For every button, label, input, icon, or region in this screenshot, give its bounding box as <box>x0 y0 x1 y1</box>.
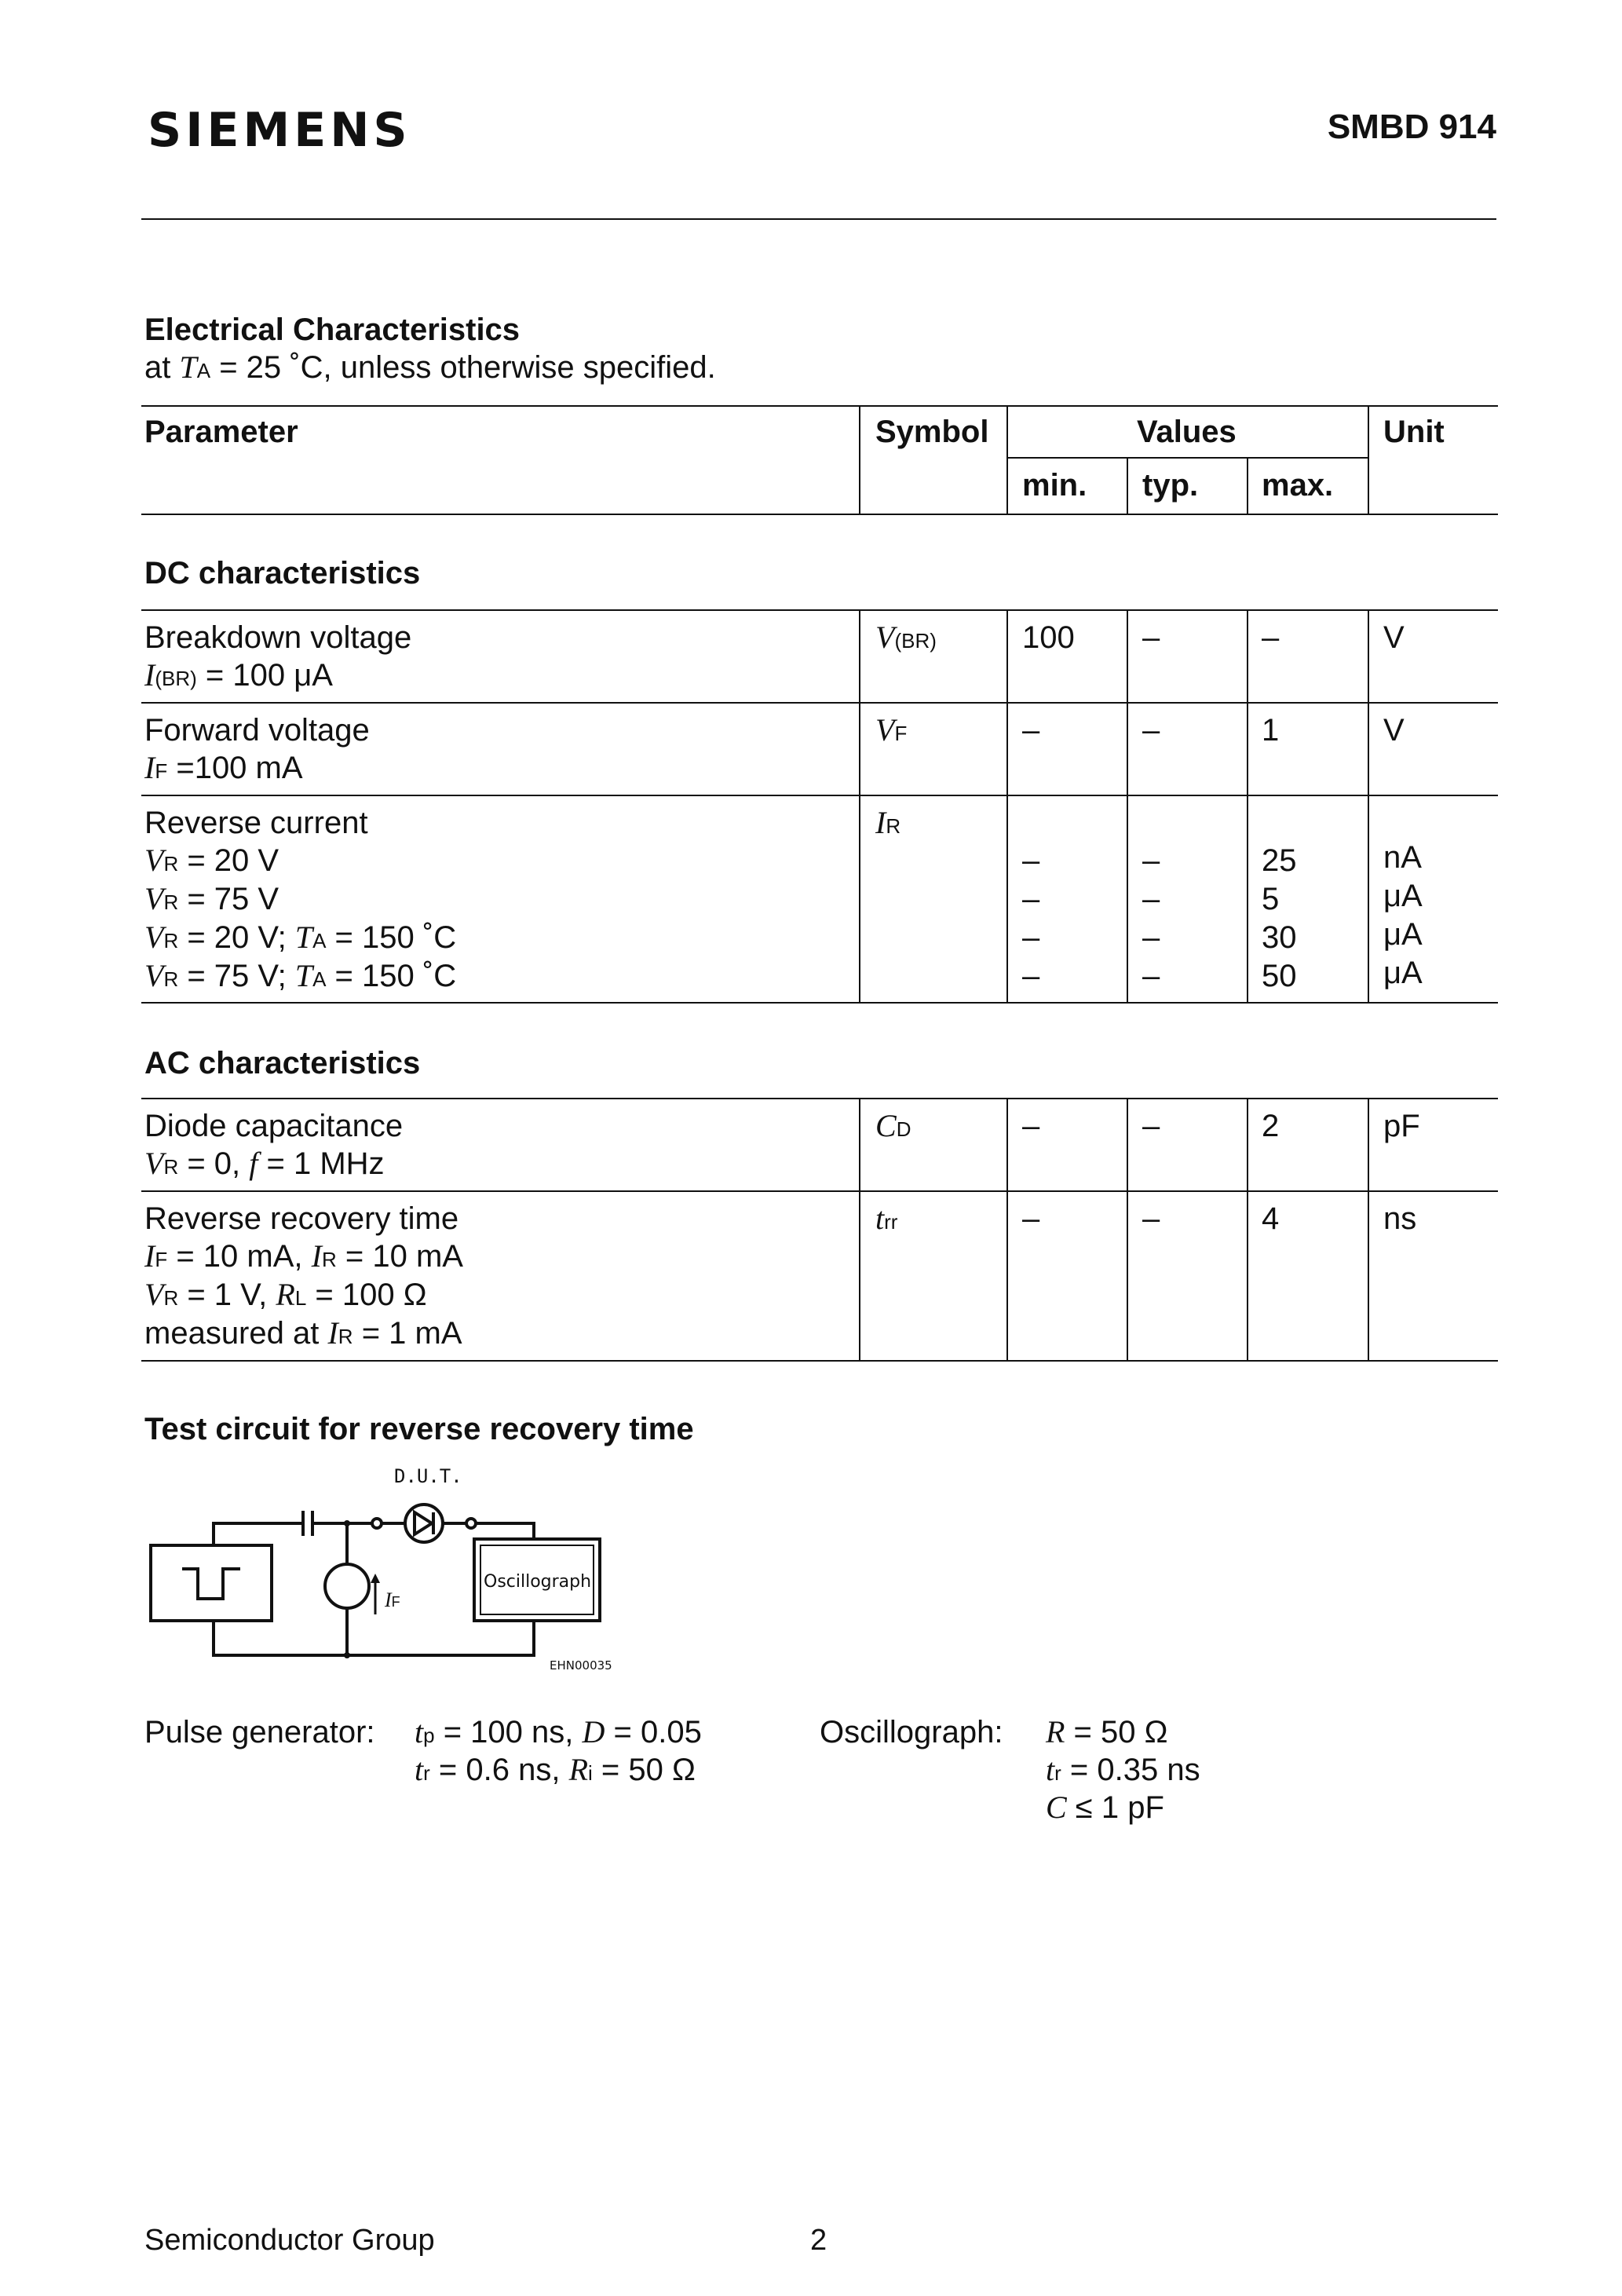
unit-value: μA <box>1383 956 1423 990</box>
symbol-main: V <box>875 620 895 655</box>
ac-vline-min <box>1006 1098 1008 1362</box>
spec-rest2: = 50 Ω <box>592 1753 696 1787</box>
typ-value: – <box>1142 843 1160 878</box>
values-subheader-rule <box>1006 457 1369 459</box>
dc-vline-symbol <box>859 609 860 1004</box>
unit-value: V <box>1383 713 1405 748</box>
col-header-max: max. <box>1262 468 1334 503</box>
hdr-vline-symbol <box>859 405 860 515</box>
min-value: 100 <box>1022 620 1075 655</box>
current-sub: F <box>391 1594 400 1610</box>
col-header-symbol: Symbol <box>875 415 989 449</box>
spec-sub: r <box>1054 1761 1061 1785</box>
cond-rest: = 1 mA <box>353 1316 462 1351</box>
symbol-main: t <box>875 1201 885 1236</box>
section-title-electrical: Electrical Characteristics <box>144 313 521 347</box>
cond-sub: R <box>163 890 179 914</box>
typ-value: – <box>1142 1109 1160 1143</box>
symbol-main: V <box>875 712 895 748</box>
page-number: 2 <box>810 2224 827 2257</box>
cond-rest: = 100 μA <box>196 658 333 693</box>
param-condition <box>144 1315 462 1351</box>
oscillograph-label: Oscillograph <box>484 1572 592 1592</box>
spec-rest: = 0.6 ns, <box>429 1753 569 1787</box>
unit-value: μA <box>1383 917 1423 952</box>
pulse-symbol <box>182 1569 240 1599</box>
param-name: Reverse recovery time <box>144 1201 459 1236</box>
cond-sym: V <box>144 919 164 955</box>
footer-group: Semiconductor Group <box>144 2224 435 2257</box>
spec-rest: ≤ 1 pF <box>1066 1790 1164 1825</box>
intro-symbol: T <box>179 349 197 385</box>
max-value: 1 <box>1262 713 1280 748</box>
param-condition <box>144 845 279 876</box>
spec-sub: r <box>423 1761 430 1785</box>
max-value: 50 <box>1262 959 1297 993</box>
spec-rest: = 0.35 ns <box>1061 1753 1200 1787</box>
col-header-typ: typ. <box>1142 468 1199 503</box>
figure-code: EHN00035 <box>550 1658 612 1673</box>
junction-dot-top <box>344 1520 350 1526</box>
spec-sym: t <box>415 1752 424 1787</box>
cond-rest2: = 150 ˚C <box>326 959 457 993</box>
cond-sym: I <box>144 1238 155 1274</box>
cond-rest2: = 1 MHz <box>258 1146 385 1181</box>
max-value: 2 <box>1262 1109 1280 1143</box>
col-header-unit: Unit <box>1383 415 1445 449</box>
cond-sub2: A <box>312 967 327 991</box>
symbol-cell <box>875 1203 897 1234</box>
typ-value: – <box>1142 882 1160 916</box>
param-condition <box>144 883 279 915</box>
dc-section-title: DC characteristics <box>144 556 421 590</box>
dut-terminal-right <box>466 1519 476 1528</box>
header-rule <box>141 218 1496 220</box>
ac-vline-unit <box>1368 1098 1369 1362</box>
wire-gen-cap <box>214 1523 303 1545</box>
pulse-generator-label: Pulse generator: <box>144 1715 375 1749</box>
siemens-logo: SIEMENS <box>148 103 411 158</box>
unit-value: nA <box>1383 840 1422 875</box>
cond-sym2: I <box>311 1238 322 1274</box>
cond-sub2: R <box>321 1248 337 1271</box>
row-rule <box>141 1190 1498 1192</box>
min-value: – <box>1022 1201 1040 1236</box>
param-condition <box>144 1148 385 1179</box>
dc-vline-unit <box>1368 609 1369 1004</box>
cond-rest: =100 mA <box>167 751 303 785</box>
cond-sym: V <box>144 1146 164 1181</box>
cond-sym: V <box>144 881 164 916</box>
max-value: 30 <box>1262 920 1297 955</box>
spec-sym2: R <box>568 1752 589 1787</box>
spec-rest2: = 0.05 <box>605 1715 702 1749</box>
cond-sym2: T <box>294 958 313 993</box>
param-condition <box>144 1238 463 1274</box>
cond-rest2: = 10 mA <box>336 1239 463 1274</box>
min-value: – <box>1022 1109 1040 1143</box>
cond-sym: V <box>144 958 164 993</box>
param-name: Breakdown voltage <box>144 620 412 655</box>
param-name: Reverse current <box>144 806 368 840</box>
cond-sub: R <box>163 852 179 876</box>
ac-vline-symbol <box>859 1098 860 1362</box>
col-header-values: Values <box>1137 415 1237 449</box>
typ-value: – <box>1142 1201 1160 1236</box>
dc-vline-typ <box>1127 609 1128 1004</box>
part-number: SMBD 914 <box>1327 108 1496 146</box>
max-value: – <box>1262 620 1280 655</box>
spec-sub2: i <box>588 1761 593 1785</box>
cond-rest: = 1 V, <box>178 1278 276 1312</box>
dc-vline-max <box>1247 609 1248 1004</box>
spec-sym: t <box>415 1714 424 1749</box>
symbol-main: I <box>875 805 886 840</box>
osc-spec-line <box>1046 1792 1164 1823</box>
typ-value: – <box>1142 920 1160 955</box>
param-name: Forward voltage <box>144 713 370 748</box>
intro-prefix: at <box>144 350 171 385</box>
diode-triangle <box>415 1512 432 1534</box>
cond-rest: = 20 V; <box>178 920 295 955</box>
typ-value: – <box>1142 713 1160 748</box>
spec-sym: C <box>1046 1790 1067 1825</box>
param-condition <box>144 752 303 784</box>
intro-symbol-sub: A <box>196 359 211 382</box>
cond-sym: V <box>144 843 164 878</box>
junction-dot-bottom <box>344 1652 350 1658</box>
min-value: – <box>1022 713 1040 748</box>
row-rule <box>141 702 1498 704</box>
dut-terminal-left <box>372 1519 382 1528</box>
wire-ground <box>214 1621 534 1655</box>
min-value: – <box>1022 920 1040 955</box>
max-value: 25 <box>1262 843 1297 878</box>
symbol-cell <box>875 712 908 748</box>
oscillograph-spec-label: Oscillograph: <box>820 1715 1003 1749</box>
symbol-sub: R <box>886 814 901 838</box>
cond-sym: I <box>144 750 155 785</box>
cond-rest: = 0, <box>178 1146 250 1181</box>
cond-rest: = 75 V <box>178 882 279 916</box>
table-header-bottom-rule <box>141 514 1498 515</box>
param-condition <box>144 919 457 955</box>
spec-sym: R <box>1046 1714 1065 1749</box>
dut-circle <box>405 1504 443 1542</box>
pulse-spec-line <box>415 1754 696 1786</box>
pulse-spec-line <box>415 1714 702 1749</box>
typ-value: – <box>1142 959 1160 993</box>
symbol-cell <box>875 1110 911 1142</box>
ac-vline-typ <box>1127 1098 1128 1362</box>
current-arrow-head <box>371 1574 380 1583</box>
current-sym: I <box>385 1589 392 1611</box>
current-source <box>325 1564 369 1608</box>
unit-value: V <box>1383 620 1405 655</box>
typ-value: – <box>1142 620 1160 655</box>
cond-sub: R <box>163 1155 179 1179</box>
osc-spec-line <box>1046 1754 1200 1786</box>
ac-vline-max <box>1247 1098 1248 1362</box>
cond-pre: measured at <box>144 1316 328 1351</box>
symbol-cell <box>875 807 901 839</box>
test-circuit-title: Test circuit for reverse recovery time <box>144 1412 694 1446</box>
osc-spec-line <box>1046 1714 1168 1749</box>
ac-bottom-rule <box>141 1360 1498 1362</box>
hdr-vline-typ <box>1127 459 1128 515</box>
param-condition <box>144 657 333 693</box>
dut-label: D.U.T. <box>394 1465 462 1487</box>
max-value: 5 <box>1262 882 1280 916</box>
min-value: – <box>1022 843 1040 878</box>
cond-rest: = 75 V; <box>178 959 295 993</box>
spec-rest: = 50 Ω <box>1065 1715 1168 1749</box>
cond-sym: I <box>144 657 155 693</box>
param-condition <box>144 1279 427 1311</box>
symbol-sub: D <box>896 1117 911 1141</box>
param-condition <box>144 960 456 992</box>
intro-condition <box>144 349 716 385</box>
symbol-sub: F <box>894 722 908 745</box>
symbol-cell <box>875 622 937 653</box>
dc-vline-min <box>1006 609 1008 1004</box>
pulse-generator-box <box>151 1545 272 1621</box>
symbol-main: C <box>875 1108 897 1143</box>
spec-sym2: D <box>582 1714 605 1749</box>
cond-sub2: A <box>312 929 327 952</box>
cond-rest: = 20 V <box>178 843 279 878</box>
unit-value: pF <box>1383 1109 1420 1143</box>
cond-rest2: = 150 ˚C <box>326 920 457 955</box>
spec-rest: = 100 ns, <box>434 1715 583 1749</box>
col-header-min: min. <box>1022 468 1087 503</box>
cond-sub: R <box>338 1325 353 1348</box>
cond-rest2: = 100 Ω <box>306 1278 427 1312</box>
min-value: – <box>1022 959 1040 993</box>
cond-sub: R <box>163 967 179 991</box>
hdr-vline-values <box>1006 405 1008 515</box>
cond-sym2: R <box>276 1277 295 1312</box>
cond-sym2: T <box>294 919 313 955</box>
hdr-vline-max <box>1247 459 1248 515</box>
col-header-parameter: Parameter <box>144 415 298 449</box>
cond-sub: R <box>163 929 179 952</box>
unit-value: ns <box>1383 1201 1417 1236</box>
symbol-sub: (BR) <box>894 629 937 653</box>
wire-dut-osc <box>476 1523 534 1539</box>
current-label <box>385 1589 400 1610</box>
cond-rest: = 10 mA, <box>167 1239 312 1274</box>
min-value: – <box>1022 882 1040 916</box>
dc-bottom-rule <box>141 1002 1498 1004</box>
cond-sym: I <box>327 1315 338 1351</box>
table-top-rule <box>141 405 1498 407</box>
spec-sym: t <box>1046 1752 1055 1787</box>
ac-section-title: AC characteristics <box>144 1046 421 1080</box>
row-rule <box>141 795 1498 796</box>
cond-sub: R <box>163 1286 179 1310</box>
cond-sub: (BR) <box>155 667 197 690</box>
spec-sub: p <box>423 1724 435 1747</box>
ac-top-rule <box>141 1098 1498 1099</box>
unit-value: μA <box>1383 879 1423 913</box>
cond-sub2: L <box>294 1286 307 1310</box>
cond-sub: F <box>155 1248 168 1271</box>
cond-sub: F <box>155 759 168 783</box>
max-value: 4 <box>1262 1201 1280 1236</box>
dc-top-rule <box>141 609 1498 611</box>
symbol-sub: rr <box>884 1210 898 1234</box>
cond-sym: V <box>144 1277 164 1312</box>
cond-sym2: f <box>249 1146 258 1181</box>
hdr-vline-unit <box>1368 405 1369 515</box>
param-name: Diode capacitance <box>144 1109 404 1143</box>
intro-suffix: = 25 ˚C, unless otherwise specified. <box>219 350 716 385</box>
